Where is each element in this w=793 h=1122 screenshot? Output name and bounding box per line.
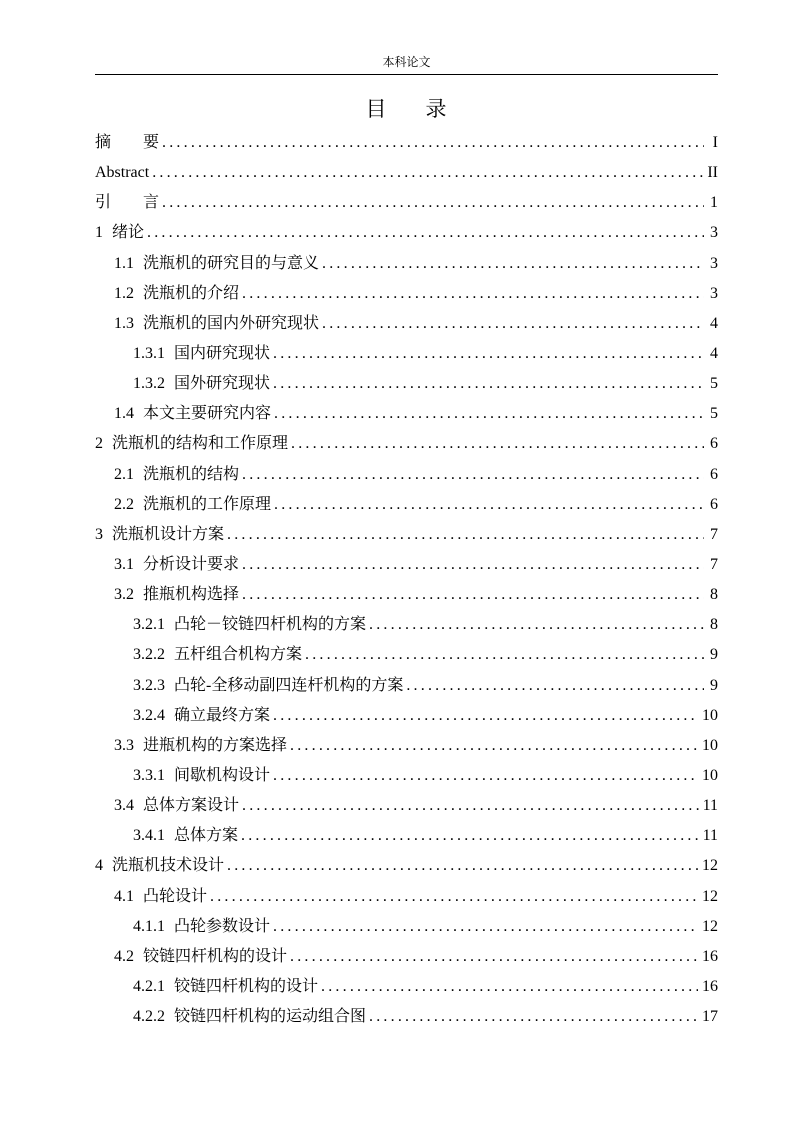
toc-entry-page: 3	[710, 254, 718, 272]
toc-entry-number: 3.4.1	[133, 827, 165, 845]
toc-entry[interactable]	[95, 640, 718, 670]
toc-entry-label: 洗瓶机设计方案	[112, 525, 225, 543]
toc-entry-number: 3.3	[114, 736, 134, 754]
toc-entry-page: 9	[710, 646, 718, 664]
toc-entry-page: 6	[710, 435, 718, 453]
toc-dot-leader	[210, 882, 698, 912]
toc-entry-page: 6	[710, 465, 718, 483]
toc-entry-page: 11	[702, 797, 718, 815]
toc-entry-number: 1	[95, 224, 103, 242]
toc-entry-number: 1.3.1	[133, 344, 165, 362]
toc-dot-leader	[162, 128, 704, 158]
toc-entry-page: 12	[702, 917, 718, 935]
toc-entry-page: 7	[710, 555, 718, 573]
toc-entry[interactable]	[95, 429, 718, 459]
toc-entry-number: 3.2	[114, 586, 134, 604]
toc-entry-number: 3.1	[114, 555, 134, 573]
toc-dot-leader	[242, 279, 704, 309]
toc-entry[interactable]	[95, 399, 718, 429]
toc-dot-leader	[242, 550, 704, 580]
toc-entry-label: 洗瓶机的工作原理	[143, 495, 272, 513]
toc-entry-label: 五杆组合机构方案	[174, 646, 303, 664]
toc-entry-label: 洗瓶机的国内外研究现状	[143, 314, 320, 332]
toc-entry-page: 1	[710, 194, 718, 212]
header-text: 本科论文	[382, 55, 431, 69]
toc-entry-number: 4.1	[114, 887, 134, 905]
toc-entry-label: 摘 要	[95, 134, 160, 151]
toc-entry-label: 确立最终方案	[174, 706, 271, 724]
toc-dot-leader	[273, 701, 698, 731]
table-of-contents	[95, 128, 718, 1032]
toc-dot-leader	[273, 369, 704, 399]
toc-entry[interactable]	[95, 731, 718, 761]
toc-entry-page: 6	[710, 495, 718, 513]
toc-entry-number: 3.3.1	[133, 766, 165, 784]
toc-dot-leader	[273, 912, 698, 942]
toc-entry-number: 3.2.3	[133, 676, 165, 694]
toc-entry[interactable]	[95, 791, 718, 821]
toc-entry[interactable]	[95, 851, 718, 881]
toc-title	[95, 95, 718, 123]
toc-entry-page: 4	[710, 314, 718, 332]
toc-dot-leader	[273, 761, 698, 791]
toc-entry[interactable]	[95, 309, 718, 339]
toc-entry-label: 总体方案	[174, 827, 239, 845]
toc-entry-page: 3	[710, 284, 718, 302]
toc-entry-number: 2.2	[114, 495, 134, 513]
toc-dot-leader	[290, 731, 698, 761]
toc-title-part1: 目	[365, 97, 388, 121]
toc-entry-number: 2.1	[114, 465, 134, 483]
toc-entry-label: 铰链四杆机构的设计	[143, 947, 288, 965]
toc-entry-page: 17	[702, 1008, 718, 1026]
toc-entry-page: 3	[710, 224, 718, 242]
toc-entry-label: 洗瓶机技术设计	[112, 857, 225, 875]
toc-entry-page: 10	[702, 736, 718, 754]
toc-dot-leader	[406, 671, 704, 701]
toc-entry-page: 5	[710, 405, 718, 423]
toc-entry-number: 3.2.1	[133, 616, 165, 634]
toc-entry-number: 1.3.2	[133, 375, 165, 393]
toc-title-part2: 录	[425, 97, 448, 121]
toc-dot-leader	[162, 188, 704, 218]
toc-entry[interactable]	[95, 339, 718, 369]
toc-entry-label: 本文主要研究内容	[143, 405, 272, 423]
toc-entry[interactable]	[95, 671, 718, 701]
toc-entry-page: II	[707, 164, 718, 182]
toc-entry-label: 国外研究现状	[174, 375, 271, 393]
toc-entry-number: 2	[95, 435, 103, 453]
toc-entry-page: 10	[702, 766, 718, 784]
toc-entry[interactable]	[95, 158, 718, 188]
toc-entry-label: 凸轮－铰链四杆机构的方案	[174, 616, 367, 634]
toc-entry[interactable]	[95, 882, 718, 912]
toc-entry-page: 16	[702, 977, 718, 995]
toc-dot-leader	[152, 158, 703, 188]
toc-entry[interactable]	[95, 490, 718, 520]
toc-dot-leader	[274, 399, 704, 429]
toc-entry-label: 洗瓶机的介绍	[143, 284, 240, 302]
toc-entry-page: 7	[710, 525, 718, 543]
toc-entry-number: 3	[95, 525, 103, 543]
toc-entry-number: 3.2.2	[133, 646, 165, 664]
toc-entry-label: 铰链四杆机构的设计	[174, 977, 319, 995]
toc-entry-label: 引 言	[95, 194, 160, 212]
toc-entry-label: 推瓶机构选择	[143, 586, 240, 604]
toc-entry-number: 3.4	[114, 797, 134, 815]
toc-entry-label: 国内研究现状	[174, 344, 271, 362]
toc-entry-number: 3.2.4	[133, 706, 165, 724]
toc-entry-number: 1.3	[114, 314, 134, 332]
toc-entry-label: 间歇机构设计	[174, 766, 271, 784]
toc-dot-leader	[242, 460, 704, 490]
toc-entry-page: 12	[702, 857, 718, 875]
toc-entry-label: 凸轮设计	[143, 887, 208, 905]
toc-entry-label: 洗瓶机的结构	[143, 465, 240, 483]
toc-entry-page: 9	[710, 676, 718, 694]
toc-entry[interactable]	[95, 279, 718, 309]
toc-entry-label: 进瓶机构的方案选择	[143, 736, 288, 754]
toc-dot-leader	[274, 490, 704, 520]
toc-entry-label: 洗瓶机的结构和工作原理	[112, 435, 289, 453]
toc-dot-leader	[290, 942, 698, 972]
toc-entry-label: 绪论	[112, 224, 145, 242]
toc-dot-leader	[227, 851, 698, 881]
toc-entry-label: Abstract	[95, 164, 150, 182]
toc-entry[interactable]	[95, 610, 718, 640]
toc-dot-leader	[242, 580, 704, 610]
toc-dot-leader	[321, 972, 698, 1002]
toc-entry-number: 4.2	[114, 947, 134, 965]
toc-entry-number: 4	[95, 857, 103, 875]
toc-entry[interactable]	[95, 249, 718, 279]
toc-entry[interactable]	[95, 821, 718, 851]
toc-dot-leader	[291, 429, 704, 459]
toc-dot-leader	[369, 610, 704, 640]
toc-entry-label: 凸轮参数设计	[174, 917, 271, 935]
toc-entry-number: 4.2.2	[133, 1008, 165, 1026]
toc-entry[interactable]	[95, 912, 718, 942]
toc-entry-number: 4.2.1	[133, 977, 165, 995]
toc-entry[interactable]	[95, 761, 718, 791]
toc-entry[interactable]	[95, 580, 718, 610]
toc-dot-leader	[147, 218, 704, 248]
toc-entry-label: 铰链四杆机构的运动组合图	[174, 1008, 367, 1026]
toc-entry-page: 11	[702, 827, 718, 845]
toc-entry-page: 16	[702, 947, 718, 965]
toc-dot-leader	[369, 1002, 698, 1032]
toc-dot-leader	[322, 309, 704, 339]
toc-entry-page: 4	[710, 344, 718, 362]
toc-entry-page: 12	[702, 887, 718, 905]
toc-entry[interactable]	[95, 1002, 718, 1032]
toc-entry-label: 分析设计要求	[143, 555, 240, 573]
toc-entry[interactable]	[95, 460, 718, 490]
toc-entry-page: I	[712, 134, 718, 151]
toc-entry[interactable]	[95, 188, 718, 218]
toc-entry[interactable]	[95, 972, 718, 1002]
toc-entry[interactable]	[95, 369, 718, 399]
toc-dot-leader	[305, 640, 704, 670]
toc-dot-leader	[241, 821, 699, 851]
toc-entry-label: 总体方案设计	[143, 797, 240, 815]
toc-entry[interactable]	[95, 550, 718, 580]
toc-entry-page: 10	[702, 706, 718, 724]
toc-entry[interactable]	[95, 218, 718, 248]
toc-entry[interactable]	[95, 520, 718, 550]
toc-entry-label: 凸轮-全移动副四连杆机构的方案	[174, 676, 404, 694]
toc-entry-number: 1.2	[114, 284, 134, 302]
toc-entry-number: 1.4	[114, 405, 134, 423]
toc-entry-number: 4.1.1	[133, 917, 165, 935]
toc-entry[interactable]	[95, 128, 718, 158]
toc-entry-page: 5	[710, 375, 718, 393]
page-header	[95, 54, 718, 75]
toc-entry[interactable]	[95, 701, 718, 731]
toc-entry[interactable]	[95, 942, 718, 972]
toc-entry-page: 8	[710, 586, 718, 604]
toc-dot-leader	[273, 339, 704, 369]
toc-dot-leader	[242, 791, 699, 821]
toc-dot-leader	[322, 249, 704, 279]
toc-dot-leader	[227, 520, 704, 550]
toc-entry-page: 8	[710, 616, 718, 634]
toc-entry-number: 1.1	[114, 254, 134, 272]
toc-entry-label: 洗瓶机的研究目的与意义	[143, 254, 320, 272]
